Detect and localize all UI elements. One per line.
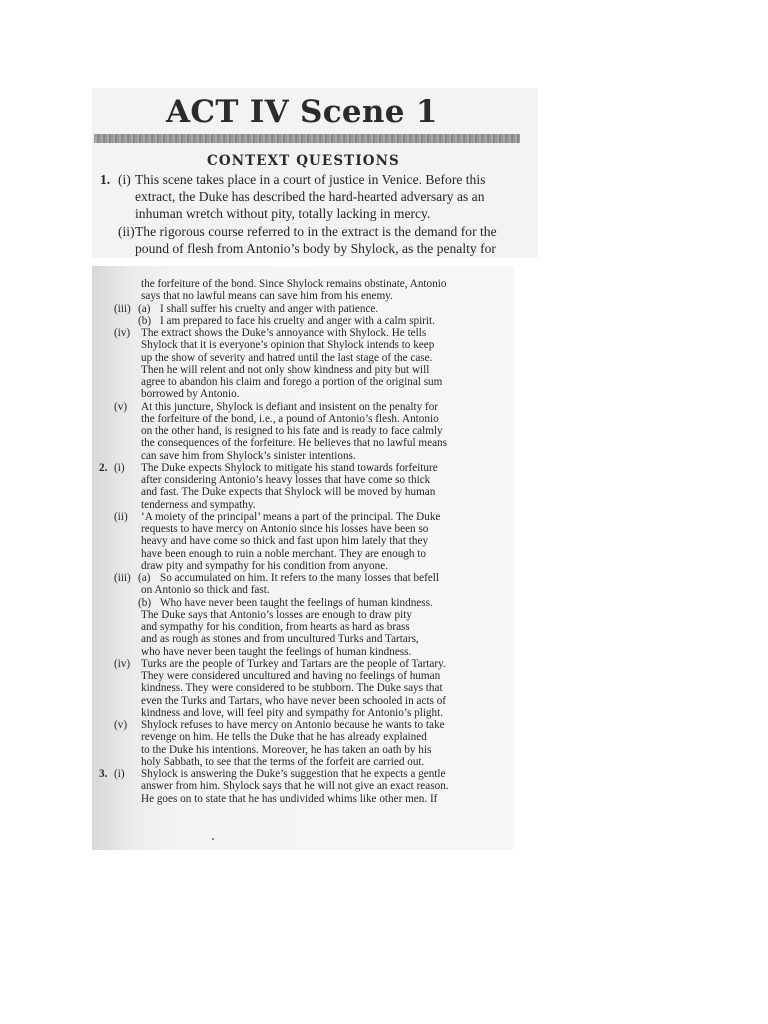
answer-line: draw pity and sympathy for his condition from anyone. [141, 559, 389, 572]
sub-part-letter: (b) [138, 314, 152, 327]
answer-line: He goes on to state that he has undivided whims like other men. If [141, 792, 438, 805]
answer-line: can save him from Shylock’s sinister intentions. [141, 449, 356, 462]
answer-line: have been enough to ruin a noble merchant. They are enough to [141, 547, 426, 560]
answer-line: inhuman wretch without pity, totally lacking in mercy. [135, 206, 431, 222]
question-number: 2. [99, 461, 108, 474]
sub-part-letter: (a) [138, 572, 151, 584]
answer-line: answer from him. Shylock says that he will not give an exact reason. [141, 780, 449, 793]
part-numeral: (v) [114, 400, 128, 413]
answer-line: They were considered uncultured and having no feelings of human [141, 670, 441, 682]
answer-line: and as rough as stones and from uncultured Turks and Tartars, [141, 633, 419, 646]
answer-line: The Duke says that Antonio’s losses are enough to draw pity [141, 608, 412, 621]
answer-line: who have never been taught the feelings of human kindness. [141, 645, 412, 658]
answer-line: and fast. The Duke expects that Shylock will be moved by human [141, 486, 436, 499]
answer-line: holy Sabbath, to see that the terms of the forfeit are carried out. [141, 755, 425, 768]
answer-line: This scene takes place in a court of justice in Venice. Before this [135, 172, 486, 187]
title-underline-rule [94, 134, 520, 143]
part-numeral: (ii) [118, 223, 135, 239]
act-title: ACT IV Scene 1 [166, 94, 438, 130]
answer-line: kindness and love, will feel pity and sympathy for Antonio’s plight. [141, 706, 444, 719]
answer-line: up the show of severity and hatred until the last stage of the case. [141, 351, 433, 364]
answer-line: the forfeiture of the bond, i.e., a pound of Antonio’s flesh. Antonio [141, 412, 439, 425]
sub-part-letter: (a) [138, 302, 151, 315]
part-numeral: (i) [118, 172, 131, 187]
scan-speck [212, 838, 214, 840]
answer-line: Shylock refuses to have mercy on Antonio because he wants to take [141, 719, 445, 731]
answer-line: agree to abandon his claim and forego a portion of the original sum [141, 376, 443, 388]
question-number: 3. [99, 768, 108, 780]
part-numeral: (i) [114, 461, 125, 474]
part-numeral: (iv) [114, 657, 131, 670]
answer-line: to the Duke his intentions. Moreover, he has taken an oath by his [141, 743, 432, 756]
answer-line: I am prepared to face his cruelty and anger with a calm spirit. [160, 314, 435, 327]
answer-line: Then he will relent and not only show kindness and pity but will [141, 363, 430, 376]
answer-line: The extract shows the Duke’s annoyance with Shylock. He tells [141, 327, 427, 339]
answer-line: kindness. They were considered to be stubborn. The Duke says that [141, 682, 443, 695]
part-numeral: (iii) [114, 302, 131, 315]
answer-line: The Duke expects Shylock to mitigate his stand towards forfeiture [141, 461, 438, 474]
answer-line: Who have never been taught the feelings of human kindness. [160, 596, 433, 609]
answer-line: Turks are the people of Turkey and Tartars are the people of Tartary. [141, 657, 446, 670]
part-numeral: (i) [114, 768, 125, 780]
answer-line: on the other hand, is resigned to his fate and is ready to face calmly [141, 425, 443, 437]
part-numeral: (v) [114, 719, 128, 731]
answer-line: says that no lawful means can save him from his enemy. [141, 290, 393, 303]
part-numeral: (iv) [114, 327, 131, 339]
answer-line: and sympathy for his condition, from hearts as hard as brass [141, 621, 410, 633]
answer-line: after considering Antonio’s heavy losses that have come so thick [141, 474, 431, 486]
answer-line: heavy and have come so thick and fast upon him lately that they [141, 535, 429, 548]
question-number: 1. [100, 172, 111, 187]
answer-line: revenge on him. He tells the Duke that he has already explained [141, 731, 427, 744]
answer-line: tenderness and sympathy. [141, 498, 256, 511]
answer-line: borrowed by Antonio. [141, 388, 240, 401]
answer-line: I shall suffer his cruelty and anger with patience. [160, 302, 379, 315]
answer-line: extract, the Duke has described the hard-hearted adversary as an [135, 189, 485, 205]
answer-line: ‘A moiety of the principal’ means a part of the principal. The Duke [141, 510, 441, 523]
sub-part-letter: (b) [138, 596, 152, 609]
answer-line: the consequences of the forfeiture. He believes that no lawful means [141, 437, 447, 450]
answer-line: even the Turks and Tartars, who have never been schooled in acts of [141, 694, 447, 707]
answer-line: The rigorous course referred to in the extract is the demand for the [135, 223, 497, 239]
answer-line: Shylock that it is everyone’s opinion that Shylock intends to keep [141, 339, 435, 352]
answer-line: on Antonio so thick and fast. [141, 584, 270, 597]
answer-line: requests to have mercy on Antonio since his losses have been so [141, 523, 429, 535]
answer-line: Shylock is answering the Duke’s suggestion that he expects a gentle [141, 768, 446, 780]
part-numeral: (ii) [114, 510, 128, 523]
answer-line: So accumulated on him. It refers to the many losses that befell [160, 572, 439, 584]
answer-line: At this juncture, Shylock is defiant and insistent on the penalty for [141, 400, 439, 413]
answer-line: pound of flesh from Antonio’s body by Shylock, as the penalty for [135, 240, 496, 256]
section-heading: CONTEXT QUESTIONS [207, 153, 400, 169]
answer-line: the forfeiture of the bond. Since Shylock remains obstinate, Antonio [141, 278, 447, 290]
part-numeral: (iii) [114, 572, 131, 584]
